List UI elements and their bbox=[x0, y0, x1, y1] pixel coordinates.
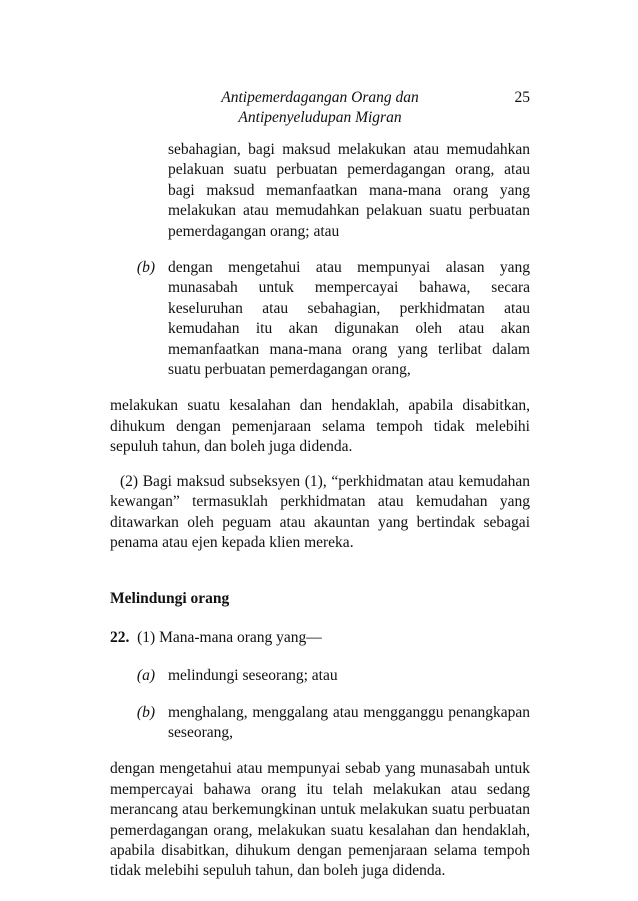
section-22-intro bbox=[110, 628, 530, 648]
list-item-b2 bbox=[136, 703, 530, 744]
item-marker-b2: (b) bbox=[136, 703, 155, 721]
item-b2-text: menghalang, menggalang atau mengganggu penangkapan seseorang, bbox=[168, 703, 530, 741]
item-marker-a: (a) bbox=[136, 667, 155, 685]
item-b-text: dengan mengetahui atau mempunyai alasan yang munasabah untuk mempercayai bahawa, secara keseluruhan atau sebahagian, perkhidmatan atau kemudahan itu akan digunakan oleh atau akan memanfaatkan mana-mana orang yang terlibat dalam suatu perbuatan pemerdagangan orang, bbox=[168, 259, 530, 379]
list-item-b bbox=[136, 258, 530, 380]
section-number: 22. bbox=[110, 628, 130, 646]
header-title-line1: Antipemerdagangan Orang dan bbox=[221, 89, 419, 106]
section-heading: Melindungi orang bbox=[110, 590, 230, 608]
subsection-2-paragraph: (2) Bagi maksud subseksyen (1), “perkhidmatan atau kemudahan kewangan” termasuklah perkhidmatan atau kemudahan yang ditawarkan oleh peguam atau akauntan yang bertindak sebagai penama atau ejen kepada klien mereka. bbox=[110, 472, 530, 551]
item-a-text: melindungi seseorang; atau bbox=[168, 667, 338, 685]
header-title bbox=[110, 88, 530, 128]
body-text bbox=[110, 140, 530, 882]
running-header bbox=[110, 88, 530, 132]
list-item-a bbox=[136, 666, 530, 686]
page-number: 25 bbox=[514, 89, 530, 106]
item-marker-b: (b) bbox=[136, 259, 155, 277]
penalty-paragraph-2: dengan mengetahui atau mempunyai sebab yang munasabah untuk mempercayai bahawa orang itu telah melakukan atau sedang merancang atau berkemungkinan untuk melakukan suatu perbuatan pemerdagangan orang, melakukan suatu kesalahan dan hendaklah, apabila disabitkan, dihukum dengan pemenjaraan selama tempoh tidak melebihi sepuluh tahun, dan boleh juga didenda. bbox=[110, 760, 530, 880]
section-intro-text: (1) Mana-mana orang yang— bbox=[137, 628, 322, 646]
penalty-paragraph-1: melakukan suatu kesalahan dan hendaklah, apabila disabitkan, dihukum dengan pemenjaraan selama tempoh tidak melebihi sepuluh tahun, dan boleh juga didenda. bbox=[110, 397, 530, 456]
continuation-paragraph: sebahagian, bagi maksud melakukan atau memudahkan pelakuan suatu perbuatan pemerdagangan orang, atau bagi maksud memanfaatkan mana-mana orang yang melakukan atau memudahkan pelakuan suatu perbuatan pemerdagangan orang; atau bbox=[168, 141, 530, 240]
header-title-line2: Antipenyeludupan Migran bbox=[238, 109, 402, 126]
